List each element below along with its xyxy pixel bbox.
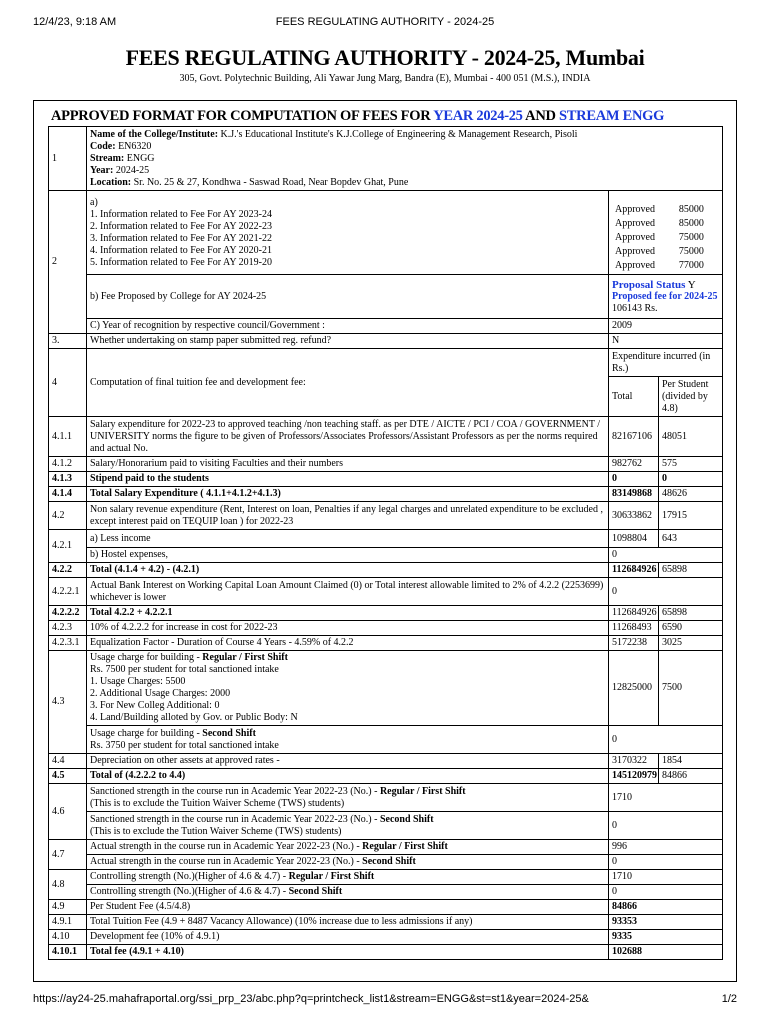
cell-text: 1. Usage Charges: 5500: [90, 676, 186, 687]
table-cell: 4.9.1: [49, 915, 87, 930]
table-cell: 643: [659, 530, 723, 548]
cell-text: 3. Information related to Fee For AY 2021-22: [90, 232, 273, 244]
cell-text: Name of the College/Institute:: [90, 128, 219, 140]
table-cell: Total fee (4.9.1 + 4.10): [87, 945, 609, 960]
previous-fee-info: [87, 191, 609, 275]
table-cell: Equalization Factor - Duration of Course 4 Years - 4.59% of 4.2.2: [87, 636, 609, 651]
proposed-fee-label: b) Fee Proposed by College for AY 2024-25: [87, 275, 609, 319]
table-cell: 4.6: [49, 784, 87, 840]
table-cell: Depreciation on other assets at approved rates -: [87, 754, 609, 769]
table-row: [49, 621, 723, 636]
table-cell: 0: [609, 812, 723, 840]
authority-address: 305, Govt. Polytechnic Building, Ali Yawar Jung Marg, Bandra (E), Mumbai - 400 051 (M.S.), INDIA: [179, 73, 591, 84]
table-cell: 93353: [609, 915, 723, 930]
table-cell: 4.5: [49, 769, 87, 784]
table-row: [49, 930, 723, 945]
table-row: [49, 457, 723, 472]
table-cell: 0: [609, 726, 723, 754]
table-cell: 0: [609, 855, 723, 870]
table-cell: [87, 812, 609, 840]
college-details: [87, 127, 723, 191]
table-row: [49, 578, 723, 606]
table-row: [49, 530, 723, 548]
table-cell: 3170322: [609, 754, 659, 769]
print-timestamp: 12/4/23, 9:18 AM: [33, 16, 117, 28]
table-cell: 4.2.2.1: [49, 578, 87, 606]
table-cell: [87, 885, 609, 900]
table-row: [49, 769, 723, 784]
table-cell: 4.1.2: [49, 457, 87, 472]
cell-text: Actual strength in the course run in Academic Year 2022-23 (No.) -: [90, 841, 363, 852]
table-row: [49, 840, 723, 855]
table-cell: 4.3: [49, 651, 87, 754]
table-cell: a) Less income: [87, 530, 609, 548]
table-cell: 1710: [609, 784, 723, 812]
table-cell: 4.2.3.1: [49, 636, 87, 651]
cell-text: Second Shift: [379, 813, 434, 825]
proposal-status: [609, 275, 723, 319]
cell-text: a): [90, 196, 98, 208]
table-cell: Development fee (10% of 4.9.1): [87, 930, 609, 945]
print-page-title: FEES REGULATING AUTHORITY - 2024-25: [275, 16, 495, 28]
table-cell: 982762: [609, 457, 659, 472]
table-cell: 4.8: [49, 870, 87, 900]
cell-text: Controlling strength (No.)(Higher of 4.6 & 4.7) -: [90, 871, 289, 882]
table-row: [49, 870, 723, 885]
table-cell: [87, 726, 609, 754]
table-row: [49, 900, 723, 915]
table-row: [49, 754, 723, 769]
table-cell: Total Tuition Fee (4.9 + 8487 Vacancy Allowance) (10% increase due to less admissions if any): [87, 915, 609, 930]
table-cell: Approved: [615, 232, 655, 243]
table-row: [49, 563, 723, 578]
table-cell: 82167106: [609, 417, 659, 457]
cell-text: AND: [522, 108, 560, 124]
cell-text: Usage charge for building -: [90, 652, 203, 663]
approved-fees: [609, 191, 723, 275]
table-cell: 9335: [609, 930, 723, 945]
cell-text: Rs. 7500 per student for total sanctioned intake: [90, 664, 279, 675]
table-cell: Approved: [615, 260, 655, 271]
table-cell: 85000: [678, 204, 704, 215]
table-cell: Total of (4.2.2.2 to 4.4): [87, 769, 609, 784]
table-cell: Total 4.2.2 + 4.2.2.1: [87, 606, 609, 621]
table-cell: 85000: [678, 218, 704, 229]
proposed-fee-value: 106143 Rs.: [612, 302, 658, 314]
table-cell: 4.1.4: [49, 487, 87, 502]
expenditure-header: Expenditure incurred (in Rs.): [609, 349, 723, 377]
table-cell: 6590: [659, 621, 723, 636]
college-year: 2024-25: [115, 164, 150, 176]
table-row: [49, 784, 723, 812]
cell-text: 2. Information related to Fee For AY 2022-23: [90, 220, 273, 232]
format-year: YEAR 2024-25: [433, 108, 523, 124]
table-cell: 0: [609, 548, 723, 563]
table-cell: Salary expenditure for 2022-23 to approved teaching /non teaching staff. as per DTE / AICTE / PCI / COA / GOVERNMENT / UNIVERSITY norms the figure to be given of Professors/Associates Professors/Assistant Professors as per the norms required and actual No.: [87, 417, 609, 457]
cell-text: Proposed fee for 2024-25: [612, 290, 718, 302]
table-cell: 3025: [659, 636, 723, 651]
table-row: [49, 127, 723, 191]
table-cell: 65898: [659, 563, 723, 578]
table-cell: 7500: [659, 651, 723, 726]
cell-text: Controlling strength (No.)(Higher of 4.6 & 4.7) -: [90, 886, 289, 897]
cell-text: (This is to exclude the Tution Waiver Scheme (TWS) students): [90, 825, 342, 837]
table-cell: 112684926: [609, 563, 659, 578]
cell-text: 4. Land/Building alloted by Gov. or Public Body: N: [90, 712, 298, 723]
college-name: K.J.'s Educational Institute's K.J.College of Engineering & Management Research, Pisoli: [220, 128, 578, 140]
table-cell: 4.7: [49, 840, 87, 870]
table-cell: [87, 840, 609, 855]
cell-text: Sanctioned strength in the course run in Academic Year 2022-23 (No.) -: [90, 785, 380, 797]
page-count: 1/2: [721, 993, 737, 1005]
table-cell: 11268493: [609, 621, 659, 636]
table-cell: 5172238: [609, 636, 659, 651]
table-cell: 4.10: [49, 930, 87, 945]
table-cell: 4.2.3: [49, 621, 87, 636]
table-cell: 30633862: [609, 502, 659, 530]
table-row: [49, 191, 723, 275]
table-cell: Salary/Honorarium paid to visiting Faculties and their numbers: [87, 457, 609, 472]
format-stream: STREAM ENGG: [559, 108, 665, 124]
cell-text: Second Shift: [202, 727, 256, 739]
table-cell: 4.10.1: [49, 945, 87, 960]
table-cell: 84866: [659, 769, 723, 784]
table-cell: 4.1.1: [49, 417, 87, 457]
total-fee-value: 102688: [609, 945, 723, 960]
cell-text: Regular / First Shift: [362, 841, 448, 852]
table-cell: 1710: [609, 870, 723, 885]
page-url: https://ay24-25.mahafraportal.org/ssi_prp_23/abc.php?q=printcheck_list1&stream=ENGG&st=st1&year=2024-25&: [33, 993, 589, 1005]
row-number: 1: [49, 127, 87, 191]
cell-text: 5. Information related to Fee For AY 2019-20: [90, 256, 273, 268]
table-cell: C) Year of recognition by respective council/Government :: [87, 319, 609, 334]
cell-text: 3. For New Colleg Additional: 0: [90, 700, 220, 711]
cell-text: Stream:: [90, 152, 125, 164]
cell-text: Actual strength in the course run in Academic Year 2022-23 (No.) -: [90, 856, 363, 867]
cell-text: Regular / First Shift: [288, 871, 375, 882]
table-cell: 48626: [659, 487, 723, 502]
table-cell: 84866: [609, 900, 723, 915]
college-code: EN6320: [118, 140, 152, 152]
table-cell: 17915: [659, 502, 723, 530]
table-row: [49, 726, 723, 754]
table-cell: 4.2.2.2: [49, 606, 87, 621]
undertaking-status: N: [609, 334, 723, 349]
table-cell: 10% of 4.2.2.2 for increase in cost for 2022-23: [87, 621, 609, 636]
format-heading: [51, 108, 664, 125]
table-row: [49, 349, 723, 377]
table-cell: 0: [659, 472, 723, 487]
college-location: Sr. No. 25 & 27, Kondhwa - Saswad Road, Near Bopdev Ghat, Pune: [133, 176, 409, 188]
table-cell: Non salary revenue expenditure (Rent, Interest on loan, Penalties if any legal charges and unrelated expenditure to be excluded , except interest paid on TEQUIP loan ) for 2022-23: [87, 502, 609, 530]
cell-text: Y: [687, 278, 696, 291]
table-cell: 65898: [659, 606, 723, 621]
table-row: [49, 915, 723, 930]
cell-text: Regular / First Shift: [202, 652, 288, 663]
table-cell: [87, 855, 609, 870]
table-cell: 83149868: [609, 487, 659, 502]
table-cell: 0: [609, 472, 659, 487]
table-cell: 75000: [678, 232, 704, 243]
cell-text: 4. Information related to Fee For AY 2020-21: [90, 244, 273, 256]
table-cell: Per Student Fee (4.5/4.8): [87, 900, 609, 915]
fee-computation-table: [48, 126, 723, 960]
table-cell: Approved: [615, 204, 655, 215]
cell-text: Year:: [90, 164, 114, 176]
table-cell: 112684926: [609, 606, 659, 621]
table-row: [49, 548, 723, 563]
table-cell: Total (4.1.4 + 4.2) - (4.2.1): [87, 563, 609, 578]
table-row: [49, 502, 723, 530]
cell-text: (This is to exclude the Tuition Waiver Scheme (TWS) students): [90, 797, 345, 809]
per-student-header: Per Student (divided by 4.8): [659, 377, 723, 417]
table-cell: [87, 870, 609, 885]
table-row: [49, 812, 723, 840]
table-cell: Approved: [615, 246, 655, 257]
table-row: [49, 334, 723, 349]
cell-text: Second Shift: [362, 856, 416, 867]
table-cell: 4.2.1: [49, 530, 87, 563]
row-number: 2: [49, 191, 87, 334]
recognition-year: 2009: [609, 319, 723, 334]
page-title: FEES REGULATING AUTHORITY - 2024-25, Mumbai: [125, 45, 645, 70]
table-cell: [87, 784, 609, 812]
table-row: [49, 885, 723, 900]
table-cell: Stipend paid to the students: [87, 472, 609, 487]
cell-text: Second Shift: [288, 886, 343, 897]
cell-text: Regular / First Shift: [379, 785, 466, 797]
table-cell: Actual Bank Interest on Working Capital Loan Amount Claimed (0) or Total interest allowable limited to 2% of 4.2.2 (2253699) whichever is lower: [87, 578, 609, 606]
table-cell: Computation of final tuition fee and development fee:: [87, 349, 609, 417]
table-cell: b) Hostel expenses,: [87, 548, 609, 563]
table-cell: 4.2.2: [49, 563, 87, 578]
table-row: [49, 472, 723, 487]
table-row: [49, 855, 723, 870]
table-row: [49, 487, 723, 502]
table-cell: 0: [609, 578, 723, 606]
table-cell: [87, 651, 609, 726]
table-cell: Whether undertaking on stamp paper submitted reg. refund?: [87, 334, 609, 349]
table-cell: 1854: [659, 754, 723, 769]
table-cell: 996: [609, 840, 723, 855]
cell-text: Location:: [90, 176, 132, 188]
cell-text: 2. Additional Usage Charges: 2000: [90, 688, 231, 699]
table-cell: 75000: [678, 246, 704, 257]
table-cell: 1098804: [609, 530, 659, 548]
table-cell: Total Salary Expenditure ( 4.1.1+4.1.2+4.1.3): [87, 487, 609, 502]
table-cell: 4.1.3: [49, 472, 87, 487]
cell-text: Rs. 3750 per student for total sanctioned intake: [90, 739, 279, 751]
table-cell: 12825000: [609, 651, 659, 726]
table-row: [49, 636, 723, 651]
cell-text: Code:: [90, 140, 116, 152]
cell-text: APPROVED FORMAT FOR COMPUTATION OF FEES FOR: [51, 108, 434, 124]
cell-text: 1. Information related to Fee For AY 2023-24: [90, 208, 273, 220]
table-cell: Approved: [615, 218, 655, 229]
table-row: [49, 945, 723, 960]
table-cell: 4.9: [49, 900, 87, 915]
table-cell: 77000: [678, 260, 704, 271]
row-number: 4: [49, 349, 87, 417]
total-header: Total: [609, 377, 659, 417]
table-row: [49, 275, 723, 319]
table-cell: 4.4: [49, 754, 87, 769]
table-cell: 0: [609, 885, 723, 900]
table-cell: 575: [659, 457, 723, 472]
table-row: [49, 417, 723, 457]
row-number: 3.: [49, 334, 87, 349]
college-stream: ENGG: [126, 152, 155, 164]
table-cell: 4.2: [49, 502, 87, 530]
table-cell: 145120979: [609, 769, 659, 784]
table-row: [49, 651, 723, 726]
table-row: [49, 606, 723, 621]
table-cell: 48051: [659, 417, 723, 457]
table-row: [49, 319, 723, 334]
cell-text: Sanctioned strength in the course run in Academic Year 2022-23 (No.) -: [90, 813, 380, 825]
cell-text: Proposal Status: [612, 278, 686, 291]
cell-text: Usage charge for building -: [90, 727, 203, 739]
